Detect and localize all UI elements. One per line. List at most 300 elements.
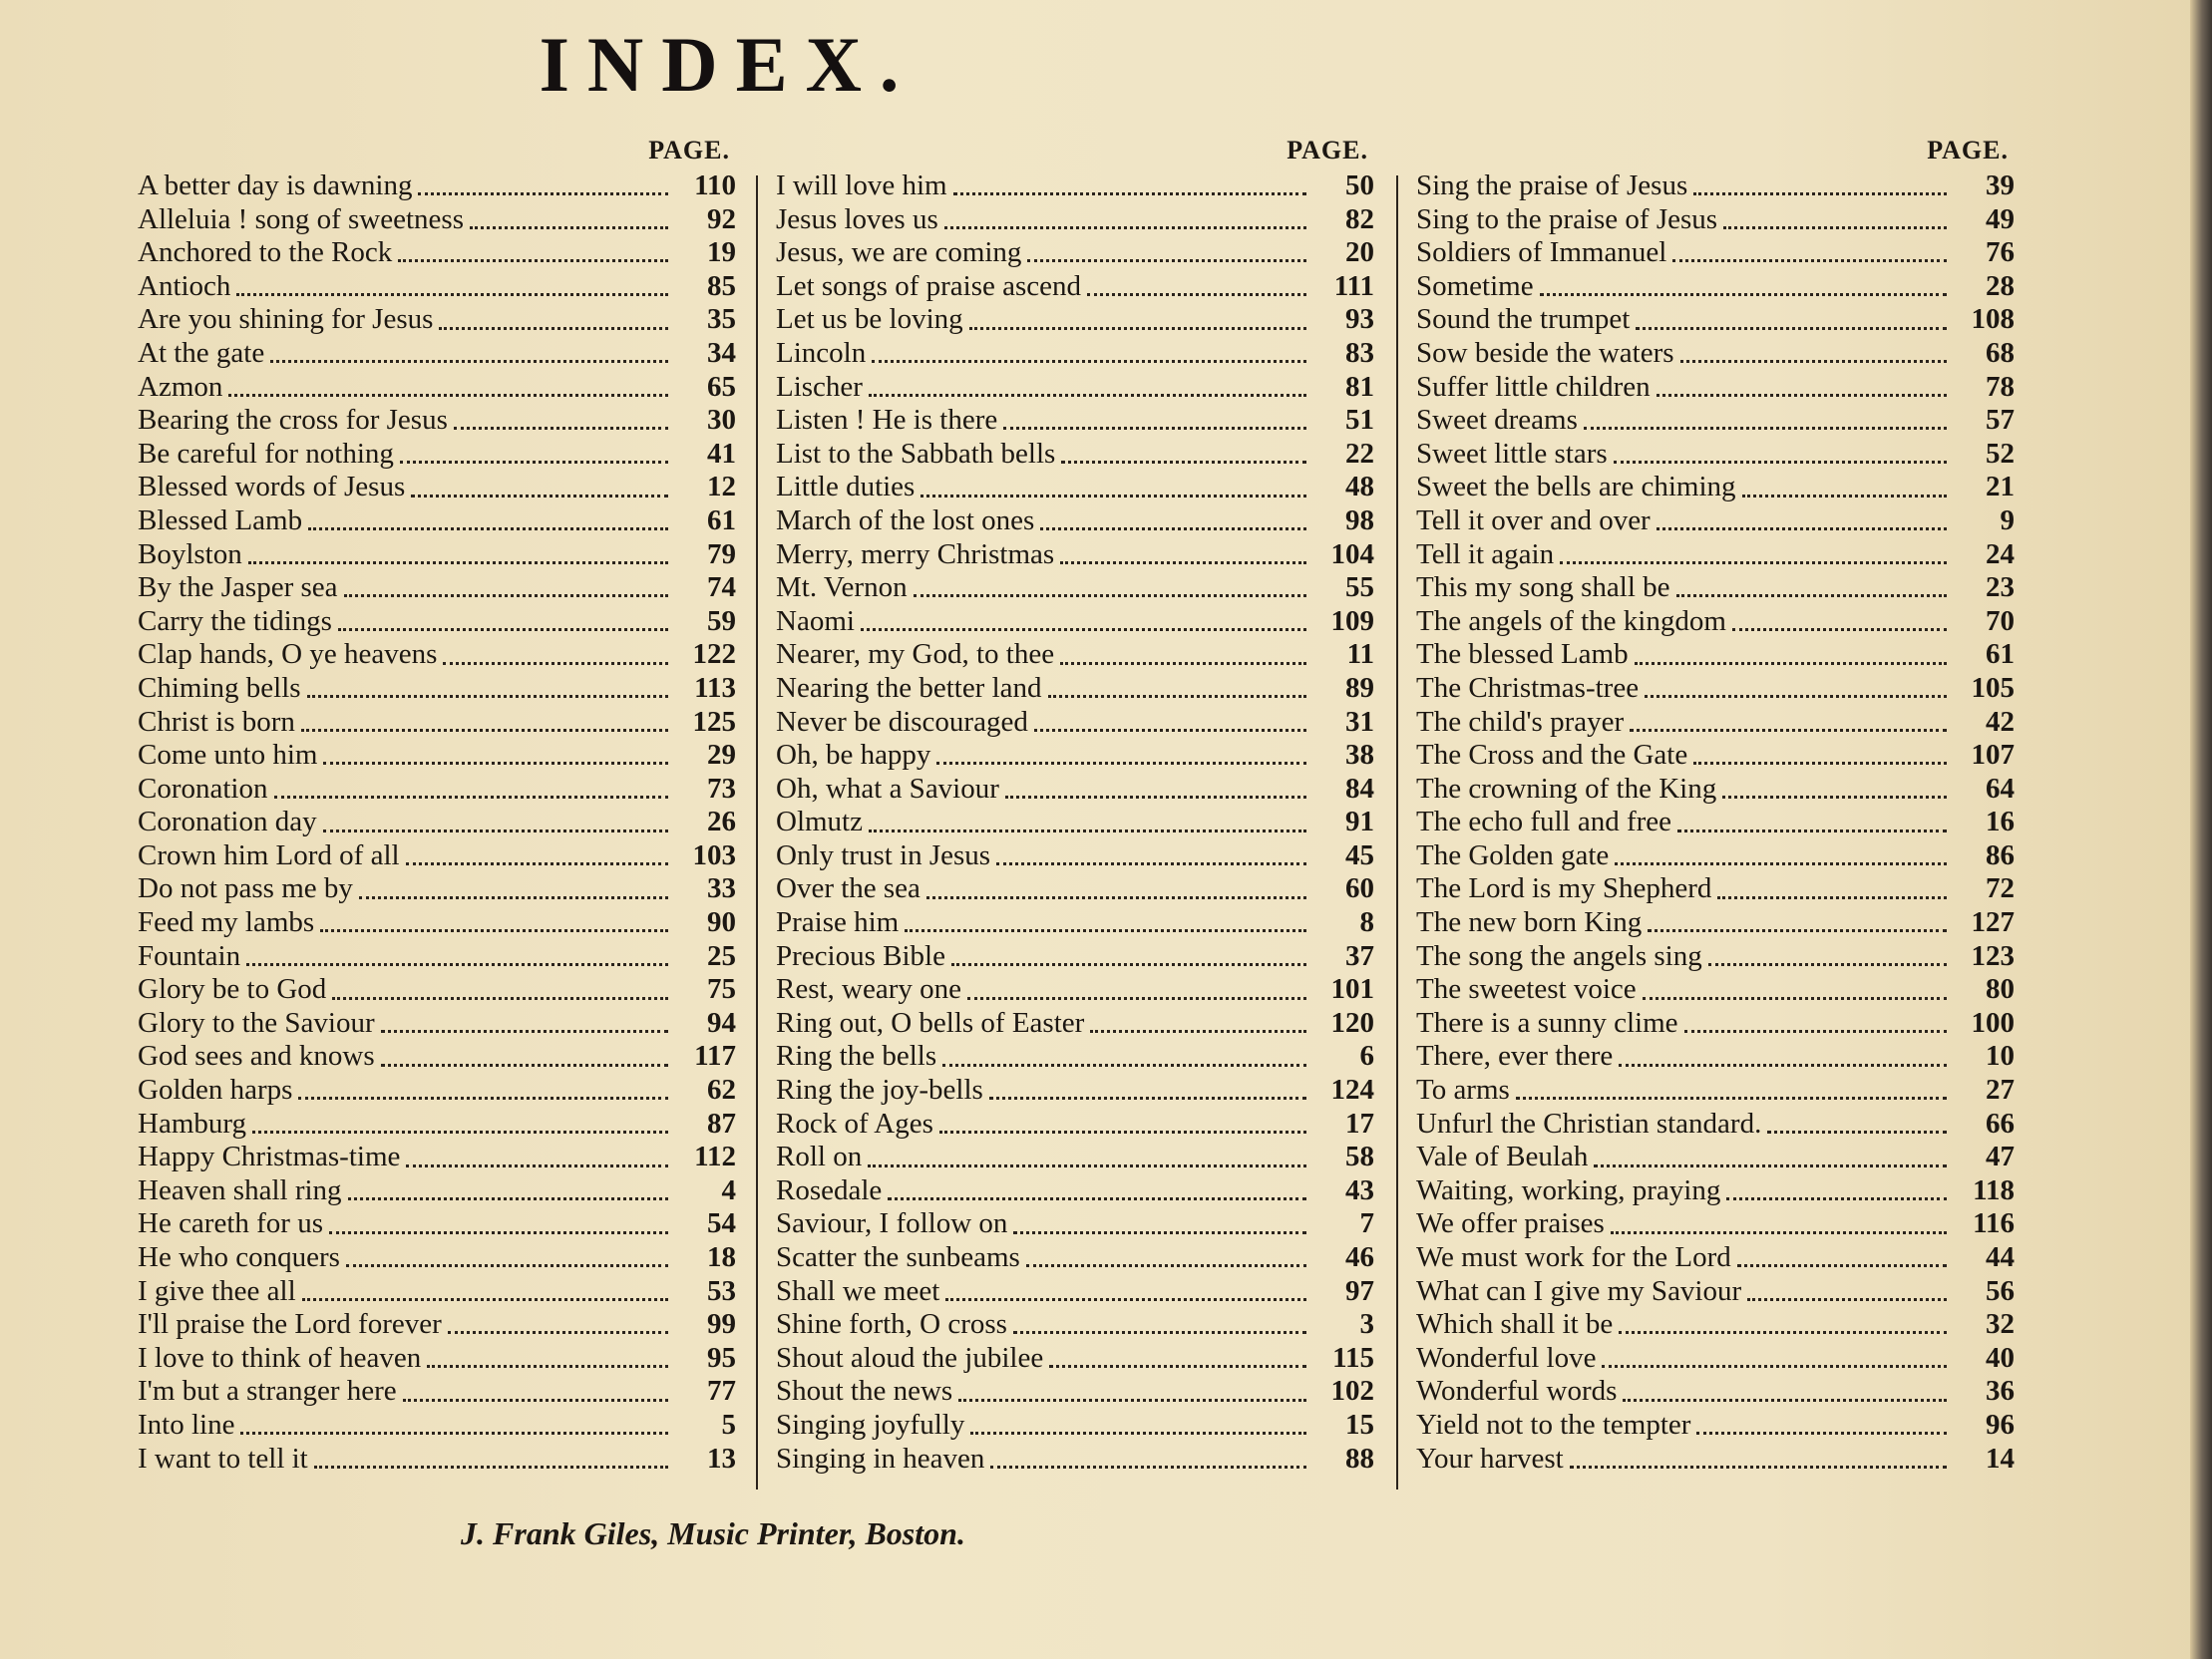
dot-leader [448, 1331, 668, 1334]
entry-page-number: 82 [1345, 202, 1374, 235]
index-entry [138, 504, 736, 538]
entry-page-number: 4 [721, 1173, 736, 1206]
entry-title: The Cross and the Gate [1416, 739, 1688, 772]
index-entry [1416, 404, 2015, 438]
index-entry [776, 872, 1374, 906]
entry-page-number: 83 [1345, 336, 1374, 369]
index-list [138, 169, 736, 1476]
entry-title: Lischer [776, 370, 863, 403]
entry-page-number: 87 [707, 1107, 736, 1140]
dot-leader [1722, 796, 1947, 799]
entry-title: Waiting, working, praying [1416, 1173, 1721, 1206]
index-entry [1416, 1241, 2015, 1275]
entry-page-number: 16 [1986, 806, 2015, 838]
entry-title: Over the sea [776, 872, 921, 905]
dot-leader [989, 1097, 1306, 1100]
entry-title: Soldiers of Immanuel [1416, 236, 1667, 269]
index-entry [776, 504, 1374, 538]
index-entry [776, 1375, 1374, 1409]
entry-page-number: 75 [707, 973, 736, 1006]
entry-page-number: 123 [1971, 939, 2015, 972]
index-entry [138, 672, 736, 706]
entry-title: Chiming bells [138, 671, 301, 704]
dot-leader [1040, 527, 1306, 530]
entry-title: Vale of Beulah [1416, 1141, 1589, 1173]
index-entry [138, 203, 736, 237]
entry-page-number: 12 [707, 471, 736, 503]
index-entry [1416, 605, 2015, 639]
entry-title: Listen ! He is there [776, 404, 998, 437]
entry-title: I'm but a stranger here [138, 1375, 397, 1408]
dot-leader [942, 1064, 1306, 1067]
index-entry [138, 739, 736, 773]
dot-leader [1747, 1298, 1947, 1301]
entry-page-number: 9 [2000, 503, 2015, 536]
entry-page-number: 61 [707, 503, 736, 536]
entry-page-number: 81 [1345, 370, 1374, 403]
dot-leader [427, 1365, 668, 1368]
index-entry [138, 1207, 736, 1241]
entry-page-number: 49 [1986, 202, 2015, 235]
dot-leader [1560, 561, 1947, 564]
entry-page-number: 94 [707, 1006, 736, 1039]
index-entry [138, 1040, 736, 1074]
dot-leader [970, 1432, 1306, 1435]
dot-leader [1693, 762, 1947, 765]
entry-page-number: 79 [707, 537, 736, 570]
index-entry [776, 1174, 1374, 1208]
entry-page-number: 93 [1345, 303, 1374, 336]
entry-page-number: 91 [1345, 806, 1374, 838]
index-entry [1416, 672, 2015, 706]
entry-title: Glory be to God [138, 973, 327, 1006]
entry-page-number: 108 [1971, 303, 2015, 336]
dot-leader [1026, 1264, 1306, 1267]
entry-page-number: 40 [1986, 1341, 2015, 1374]
entry-page-number: 53 [707, 1274, 736, 1307]
index-entry [138, 1375, 736, 1409]
page-column-header: PAGE. [1287, 136, 1368, 165]
entry-title: A better day is dawning [138, 169, 413, 201]
dot-leader [1027, 259, 1306, 262]
entry-page-number: 89 [1345, 671, 1374, 704]
dot-leader [1060, 662, 1306, 665]
entry-page-number: 116 [1973, 1207, 2015, 1240]
index-entry [138, 538, 736, 572]
index-entry [776, 471, 1374, 504]
entry-title: Azmon [138, 370, 223, 403]
index-entry [1416, 773, 2015, 807]
entry-title: Tell it over and over [1416, 503, 1651, 536]
entry-page-number: 46 [1345, 1241, 1374, 1273]
entry-page-number: 22 [1345, 437, 1374, 470]
index-entry [776, 1141, 1374, 1174]
entry-page-number: 57 [1986, 404, 2015, 437]
index-entry [776, 337, 1374, 371]
entry-title: Clap hands, O ye heavens [138, 638, 438, 671]
entry-page-number: 32 [1986, 1308, 2015, 1341]
entry-page-number: 26 [707, 806, 736, 838]
entry-page-number: 35 [707, 303, 736, 336]
entry-title: Shine forth, O cross [776, 1308, 1007, 1341]
index-entry [776, 1074, 1374, 1108]
dot-leader [958, 1399, 1306, 1402]
entry-page-number: 14 [1986, 1442, 2015, 1475]
entry-page-number: 54 [707, 1207, 736, 1240]
entry-page-number: 39 [1986, 169, 2015, 201]
index-entry [138, 404, 736, 438]
index-entry [138, 303, 736, 337]
entry-title: The song the angels sing [1416, 939, 1702, 972]
index-entry [138, 706, 736, 740]
entry-title: Feed my lambs [138, 906, 315, 939]
entry-title: Be careful for nothing [138, 437, 394, 470]
index-entry [776, 438, 1374, 472]
entry-page-number: 68 [1986, 336, 2015, 369]
entry-page-number: 19 [707, 236, 736, 269]
index-entry [138, 1241, 736, 1275]
dot-leader [1049, 1365, 1306, 1368]
dot-leader [1061, 461, 1306, 464]
dot-leader [398, 259, 668, 262]
dot-leader [314, 1466, 668, 1469]
dot-leader [1684, 1030, 1947, 1033]
index-entry [776, 906, 1374, 940]
index-entry [1416, 1141, 2015, 1174]
entry-page-number: 76 [1986, 236, 2015, 269]
entry-title: Are you shining for Jesus [138, 303, 434, 336]
entry-title: The sweetest voice [1416, 973, 1637, 1006]
index-entry [138, 605, 736, 639]
entry-title: Coronation day [138, 806, 317, 838]
entry-title: Blessed Lamb [138, 503, 303, 536]
index-entry [1416, 1074, 2015, 1108]
entry-title: March of the lost ones [776, 503, 1035, 536]
entry-title: The crowning of the King [1416, 772, 1717, 805]
dot-leader [869, 394, 1306, 397]
index-entry [776, 169, 1374, 203]
dot-leader [1594, 1164, 1947, 1167]
page-title: INDEX. [539, 21, 918, 108]
entry-title: There, ever there [1416, 1040, 1614, 1073]
entry-title: Praise him [776, 906, 900, 939]
entry-page-number: 56 [1986, 1274, 2015, 1307]
entry-title: Heaven shall ring [138, 1173, 342, 1206]
dot-leader [323, 762, 668, 765]
index-entry [1416, 236, 2015, 270]
entry-page-number: 64 [1986, 772, 2015, 805]
entry-title: Nearing the better land [776, 671, 1042, 704]
entry-page-number: 58 [1345, 1141, 1374, 1173]
entry-title: Shall we meet [776, 1274, 940, 1307]
entry-page-number: 103 [692, 838, 736, 871]
entry-title: The child's prayer [1416, 705, 1625, 738]
index-entry [776, 571, 1374, 605]
index-entry [138, 1174, 736, 1208]
dot-leader [329, 1231, 668, 1234]
index-entry [138, 1007, 736, 1041]
entry-page-number: 8 [1359, 906, 1374, 939]
entry-title: Lincoln [776, 336, 867, 369]
index-entry [776, 973, 1374, 1007]
index-entry [776, 270, 1374, 304]
index-entry [776, 371, 1374, 405]
dot-leader [323, 830, 668, 832]
dot-leader [1672, 259, 1947, 262]
index-entry [1416, 471, 2015, 504]
dot-leader [1657, 394, 1947, 397]
entry-title: I'll praise the Lord forever [138, 1308, 442, 1341]
dot-leader [1767, 1131, 1947, 1134]
index-entry [776, 638, 1374, 672]
entry-title: He who conquers [138, 1241, 340, 1273]
entry-page-number: 112 [694, 1141, 736, 1173]
entry-page-number: 18 [707, 1241, 736, 1273]
index-entry [776, 739, 1374, 773]
index-entry [138, 906, 736, 940]
dot-leader [359, 896, 668, 899]
index-entry [138, 438, 736, 472]
index-column-3 [1416, 132, 2015, 1476]
dot-leader [411, 495, 668, 498]
index-entry [776, 605, 1374, 639]
entry-page-number: 6 [1359, 1040, 1374, 1073]
entry-title: Glory to the Saviour [138, 1006, 375, 1039]
index-entry [1416, 872, 2015, 906]
index-entry [776, 203, 1374, 237]
dot-leader [248, 561, 668, 564]
index-entry [138, 471, 736, 504]
dot-leader [1648, 929, 1947, 932]
entry-title: To arms [1416, 1074, 1510, 1107]
dot-leader [332, 997, 668, 1000]
index-entry [1416, 1443, 2015, 1477]
dot-leader [1003, 427, 1306, 430]
entry-page-number: 110 [694, 169, 736, 201]
column-divider [756, 175, 758, 1490]
index-entry [776, 1007, 1374, 1041]
entry-title: The Lord is my Shepherd [1416, 872, 1712, 905]
index-entry [138, 1342, 736, 1376]
entry-title: Antioch [138, 269, 231, 302]
dot-leader [1742, 495, 1947, 498]
entry-title: Bearing the cross for Jesus [138, 404, 448, 437]
entry-title: Ring the joy-bells [776, 1074, 983, 1107]
dot-leader [1611, 1231, 1947, 1234]
entry-page-number: 98 [1345, 503, 1374, 536]
index-entry [776, 303, 1374, 337]
index-entry [776, 404, 1374, 438]
dot-leader [1090, 1030, 1306, 1033]
index-entry [1416, 203, 2015, 237]
dot-leader [914, 594, 1306, 597]
entry-title: The Christmas-tree [1416, 671, 1640, 704]
entry-title: Only trust in Jesus [776, 838, 991, 871]
entry-title: The Golden gate [1416, 838, 1610, 871]
entry-page-number: 62 [707, 1074, 736, 1107]
dot-leader [1005, 796, 1306, 799]
index-entry [1416, 1409, 2015, 1443]
entry-title: Anchored to the Rock [138, 236, 393, 269]
entry-page-number: 30 [707, 404, 736, 437]
entry-page-number: 80 [1986, 973, 2015, 1006]
entry-title: Come unto him [138, 739, 318, 772]
index-entry [776, 1308, 1374, 1342]
entry-page-number: 3 [1359, 1308, 1374, 1341]
entry-title: Rock of Ages [776, 1107, 933, 1140]
index-entry [138, 773, 736, 807]
entry-page-number: 109 [1330, 604, 1374, 637]
index-entry [776, 1443, 1374, 1477]
dot-leader [381, 1064, 668, 1067]
dot-leader [996, 862, 1306, 865]
index-entry [138, 839, 736, 873]
index-entry [776, 1409, 1374, 1443]
printer-credit: J. Frank Giles, Music Printer, Boston. [461, 1515, 965, 1551]
dot-leader [1645, 695, 1947, 698]
index-entry [776, 538, 1374, 572]
index-entry [138, 1275, 736, 1309]
entry-title: I want to tell it [138, 1442, 308, 1475]
entry-page-number: 65 [707, 370, 736, 403]
index-entry [776, 1040, 1374, 1074]
entry-page-number: 13 [707, 1442, 736, 1475]
index-entry [138, 638, 736, 672]
index-entry [1416, 739, 2015, 773]
entry-title: Yield not to the tempter [1416, 1408, 1691, 1441]
dot-leader [454, 427, 668, 430]
dot-leader [338, 628, 668, 631]
index-entry [1416, 1007, 2015, 1041]
index-entry [1416, 1040, 2015, 1074]
entry-page-number: 27 [1986, 1074, 2015, 1107]
entry-title: The new born King [1416, 906, 1643, 939]
entry-page-number: 23 [1986, 571, 2015, 604]
index-entry [138, 872, 736, 906]
entry-title: Naomi [776, 604, 855, 637]
dot-leader [1717, 896, 1947, 899]
dot-leader [439, 327, 668, 330]
dot-leader [307, 695, 668, 698]
index-entry [776, 839, 1374, 873]
index-entry [776, 773, 1374, 807]
dot-leader [301, 729, 668, 732]
entry-page-number: 43 [1345, 1173, 1374, 1206]
entry-title: Sing the praise of Jesus [1416, 169, 1688, 201]
entry-title: Olmutz [776, 806, 863, 838]
entry-page-number: 86 [1986, 838, 2015, 871]
dot-leader [320, 929, 668, 932]
entry-title: Coronation [138, 772, 268, 805]
entry-page-number: 120 [1330, 1006, 1374, 1039]
entry-page-number: 88 [1345, 1442, 1374, 1475]
dot-leader [945, 1298, 1306, 1301]
entry-title: Sound the trumpet [1416, 303, 1631, 336]
index-entry [138, 1074, 736, 1108]
entry-page-number: 10 [1986, 1040, 2015, 1073]
dot-leader [1630, 729, 1947, 732]
column-divider [1396, 175, 1398, 1490]
index-list [1416, 169, 2015, 1476]
index-entry [138, 973, 736, 1007]
entry-page-number: 50 [1345, 169, 1374, 201]
index-entry [138, 1409, 736, 1443]
entry-title: Sweet the bells are chiming [1416, 471, 1736, 503]
entry-page-number: 7 [1359, 1207, 1374, 1240]
entry-title: Into line [138, 1408, 235, 1441]
entry-page-number: 111 [1333, 269, 1374, 302]
entry-page-number: 5 [721, 1408, 736, 1441]
entry-page-number: 66 [1986, 1107, 2015, 1140]
dot-leader [270, 360, 668, 363]
entry-title: We offer praises [1416, 1207, 1605, 1240]
index-entry [138, 337, 736, 371]
entry-title: Never be discouraged [776, 705, 1028, 738]
dot-leader [470, 226, 668, 229]
entry-title: What can I give my Saviour [1416, 1274, 1742, 1307]
dot-leader [872, 360, 1306, 363]
entry-page-number: 11 [1346, 638, 1374, 671]
dot-leader [1737, 1264, 1947, 1267]
entry-page-number: 72 [1986, 872, 2015, 905]
index-entry [1416, 337, 2015, 371]
dot-leader [1732, 628, 1947, 631]
entry-page-number: 24 [1986, 537, 2015, 570]
entry-page-number: 100 [1971, 1006, 2015, 1039]
entry-page-number: 45 [1345, 838, 1374, 871]
entry-page-number: 28 [1986, 269, 2015, 302]
dot-leader [868, 1164, 1306, 1167]
entry-title: At the gate [138, 336, 265, 369]
index-entry [1416, 571, 2015, 605]
index-entry [138, 169, 736, 203]
index-entry [776, 940, 1374, 974]
entry-title: Fountain [138, 939, 241, 972]
entry-title: The echo full and free [1416, 806, 1672, 838]
entry-page-number: 38 [1345, 739, 1374, 772]
dot-leader [1034, 729, 1306, 732]
dot-leader [308, 527, 668, 530]
index-entry [138, 806, 736, 839]
dot-leader [969, 327, 1306, 330]
index-entry [1416, 1375, 2015, 1409]
entry-title: Merry, merry Christmas [776, 537, 1055, 570]
index-entry [138, 1141, 736, 1174]
entry-page-number: 95 [707, 1341, 736, 1374]
entry-page-number: 77 [707, 1375, 736, 1408]
entry-title: Saviour, I follow on [776, 1207, 1008, 1240]
dot-leader [1643, 997, 1947, 1000]
entry-page-number: 117 [694, 1040, 736, 1073]
dot-leader [1677, 830, 1947, 832]
dot-leader [1619, 1331, 1947, 1334]
entry-title: Do not pass me by [138, 872, 353, 905]
dot-leader [944, 226, 1306, 229]
entry-title: Alleluia ! song of sweetness [138, 202, 464, 235]
entry-title: Oh, be happy [776, 739, 931, 772]
entry-page-number: 124 [1330, 1074, 1374, 1107]
index-entry [776, 1108, 1374, 1142]
entry-page-number: 118 [1973, 1173, 2015, 1206]
page-edge [2190, 0, 2212, 1659]
dot-leader [951, 963, 1306, 966]
entry-title: Let songs of praise ascend [776, 269, 1082, 302]
index-entry [1416, 906, 2015, 940]
dot-leader [406, 862, 668, 865]
index-entry [1416, 706, 2015, 740]
index-entry [1416, 940, 2015, 974]
entry-title: Precious Bible [776, 939, 945, 972]
